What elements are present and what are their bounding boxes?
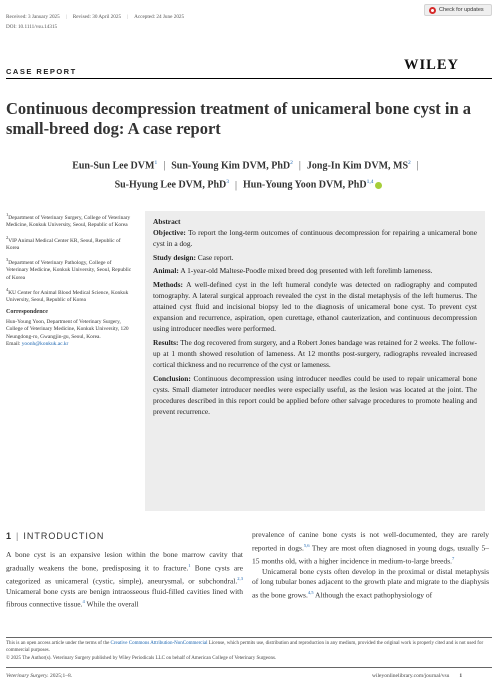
article-dates <box>6 14 190 20</box>
page-number: 1 <box>459 673 463 679</box>
author-name[interactable]: Jong-In Kim DVM, MS <box>306 160 409 172</box>
author-name[interactable]: Su-Hyung Lee DVM, PhD <box>114 179 227 191</box>
author-name[interactable]: Eun-Sun Lee DVM <box>72 160 155 172</box>
affiliation-text: Department of Veterinary Surgery, College of Veterinary Medicine, Konkuk University, Seoul, Republic of Korea <box>6 214 131 228</box>
abstract-label: Study design: <box>153 252 196 262</box>
abstract-label: Conclusion: <box>153 373 191 383</box>
correspondence-body: Hun-Young Yoon, Department of Veterinary Surgery, College of Veterinary Medicine, Konkuk University, 120 Neungdong-ro, Gwangjin-gu, Seoul, Korea. <box>6 319 129 340</box>
author-line-1 <box>0 155 497 174</box>
section-separator: | <box>16 531 20 541</box>
journal-citation <box>6 673 72 679</box>
copyright-text: © 2025 The Author(s). Veterinary Surgery published by Wiley Periodicals LLC on behalf of American College of Veterinary Surgeons. <box>6 655 277 661</box>
abstract-text: The dog recovered from surgery, and a Robert Jones bandage was retained for 2 weeks. The follow-up at 1 month showed resolution of lameness. At 12 months post-surgery, radiographs revealed increased cortical thickness and no recurrence of the cyst or lameness. <box>153 337 477 370</box>
abstract-animal <box>153 265 477 276</box>
doi[interactable]: DOI: 10.1111/vsu.14315 <box>6 24 58 30</box>
citation-ref[interactable]: 5,6 <box>303 542 310 548</box>
author-line-2 <box>0 174 497 193</box>
abstract-conclusion <box>153 373 477 417</box>
author-affil-sup: 3 <box>226 179 229 186</box>
abstract-text: Case report. <box>197 252 234 262</box>
email-link[interactable]: yoonh@konkuk.ac.kr <box>21 340 69 347</box>
text-run: A bone cyst is an expansive lesion within the bone marrow cavity that gradually weakens the bone, predisposing it to fracture. <box>6 550 243 573</box>
crossmark-icon <box>429 7 436 14</box>
license-text <box>6 640 492 655</box>
check-for-updates-button[interactable] <box>424 4 492 16</box>
text-run: Unicameral bone cysts often develop in the proximal or distal metaphysis of long tubular bones adjacent to the growth plate and migrate to the diaphysis as the bone grows. <box>252 566 489 600</box>
section-label: CASE REPORT <box>6 67 77 76</box>
abstract-heading: Abstract <box>153 217 181 226</box>
affiliation-text: KU Center for Animal Blood Medical Science, Konkuk University, Seoul, Republic of Korea <box>6 290 129 304</box>
abstract-label: Methods: <box>153 279 183 289</box>
affiliation-num: 3 <box>6 257 9 263</box>
intro-paragraph <box>6 550 243 610</box>
section-number: 1 <box>6 531 13 541</box>
author-affil-sup: 2 <box>408 160 411 166</box>
author-name[interactable]: Sun-Young Kim DVM, PhD <box>171 160 291 172</box>
text-run: prevalence of canine bone cysts is not well-documented, they are rarely reported in dogs. <box>252 530 489 553</box>
section-heading-introduction <box>6 531 104 541</box>
journal-url[interactable]: wileyonlinelibrary.com/journal/vsu <box>372 673 450 679</box>
abstract-text: A 1-year-old Maltese-Poodle mixed breed dog presented with left forelimb lameness. <box>180 266 433 276</box>
section-title: INTRODUCTION <box>23 531 105 541</box>
journal-site <box>372 673 462 679</box>
author-name[interactable]: Hun-Young Yoon DVM, PhD <box>243 179 367 191</box>
affiliation-num: 2 <box>6 234 9 240</box>
affiliation-num: 4 <box>6 287 9 293</box>
text-run: This is an open access article under the terms of the <box>6 641 111 646</box>
correspondence-heading: Correspondence <box>6 309 48 316</box>
author-affil-sup: 1,4 <box>366 179 374 186</box>
footer-rule-bottom <box>6 667 492 668</box>
body-column-right <box>252 530 489 601</box>
text-run: They are most often diagnosed in young dogs, usually 5–15 months old, with a higher incidence in medium-to-large breeds. <box>252 543 489 566</box>
abstract-label: Animal: <box>153 266 179 276</box>
abstract-results <box>153 337 477 370</box>
abstract-design <box>153 252 477 263</box>
author-list <box>0 155 497 194</box>
body-column-left <box>6 550 243 610</box>
text-run: License, which permits use, distribution and reproduction in any medium, provided the original work is properly cited and is not used for commercial purposes. <box>6 641 484 654</box>
article-title: Continuous decompression treatment of unicameral bone cyst in a small-breed dog: A case report <box>6 99 472 138</box>
abstract-objective <box>153 227 477 249</box>
affiliation-text: VIP Animal Medical Center KR, Seoul, Republic of Korea <box>6 237 121 251</box>
header-rule <box>6 78 492 79</box>
abstract-methods <box>153 279 477 334</box>
citation-ref[interactable]: 1 <box>188 562 191 568</box>
intro-paragraph <box>252 530 489 567</box>
author-separator: | <box>416 160 419 172</box>
publisher-logo[interactable]: WILEY <box>404 57 459 73</box>
orcid-icon[interactable] <box>375 182 382 189</box>
author-separator: | <box>235 179 238 191</box>
intro-paragraph <box>252 567 489 601</box>
check-for-updates-label: Check for updates <box>439 7 484 13</box>
license-notice <box>6 640 492 662</box>
journal-name: Veterinary Surgery. <box>6 673 49 679</box>
citation-ref[interactable]: 2,3 <box>237 575 243 581</box>
author-separator: | <box>163 160 166 172</box>
journal-info: 2025;1–8. <box>48 673 73 679</box>
author-affil-sup: 2 <box>290 160 293 166</box>
citation-ref[interactable]: 7 <box>452 555 455 561</box>
abstract-label: Results: <box>153 337 179 347</box>
affiliations <box>6 211 134 348</box>
abstract-box <box>145 211 485 511</box>
abstract-text: A well-defined cyst in the left humeral condyle was detected on radiography and computed tomography. A lateral surgical approach revealed the cyst in the distal metaphysis of the left humerus. The attained cyst fluid and incisional biopsy led to the diagnosis of unicameral bone cyst. To prevent cyst expansion and recurrence, aspiration, open curettage, ethanol cauterization, and continuous decompression using introducer needles were performed. <box>153 279 477 334</box>
affiliation-text: Department of Veterinary Pathology, College of Veterinary Medicine, Konkuk University, Seoul, Republic of Korea <box>6 260 132 281</box>
text-run: While the overall <box>84 599 139 609</box>
abstract-text: To report the long-term outcomes of continuous decompression for repairing a unicameral bone cyst in a dog. <box>153 228 477 249</box>
received-date: Received: 3 January 2025 <box>6 14 60 20</box>
date-separator: | <box>65 14 67 20</box>
accepted-date: Accepted: 24 June 2025 <box>134 14 185 20</box>
affiliation-item <box>6 286 134 304</box>
footer-rule <box>6 637 492 638</box>
correspondence-email-line <box>6 341 134 348</box>
revised-date: Revised: 30 April 2025 <box>72 14 122 20</box>
affiliation-item <box>6 234 134 252</box>
author-separator: | <box>298 160 301 172</box>
affiliation-item <box>6 211 134 229</box>
email-label: Email: <box>6 340 21 347</box>
citation-ref[interactable]: 4 <box>82 599 85 605</box>
text-run: Bone cysts are categorized as unicameral (cystic, simple), aneurysmal, or subchondral. <box>6 563 243 586</box>
abstract-text: Continuous decompression using introducer needles could be used to repair unicameral bone cysts. Small diameter introducer needles were especially useful, as the lesion was located at the joint. The procedures described in this report could be applied before other salvage procedures to promote healing and prevent recurrence. <box>153 373 477 416</box>
abstract-label: Objective: <box>153 228 186 237</box>
date-separator: | <box>127 14 129 20</box>
license-link[interactable]: Creative Commons Attribution-NonCommercial <box>110 641 208 646</box>
affiliation-item <box>6 256 134 281</box>
citation-ref[interactable]: 4,5 <box>307 589 314 595</box>
text-run: Unicameral bone cysts are benign intraosseous fluid-filled cavities lined with fibrous connective tissue. <box>6 586 243 609</box>
affiliation-num: 1 <box>6 212 9 217</box>
author-affil-sup: 1 <box>154 160 158 166</box>
text-run: Although the exact pathophysiology of <box>313 590 433 600</box>
